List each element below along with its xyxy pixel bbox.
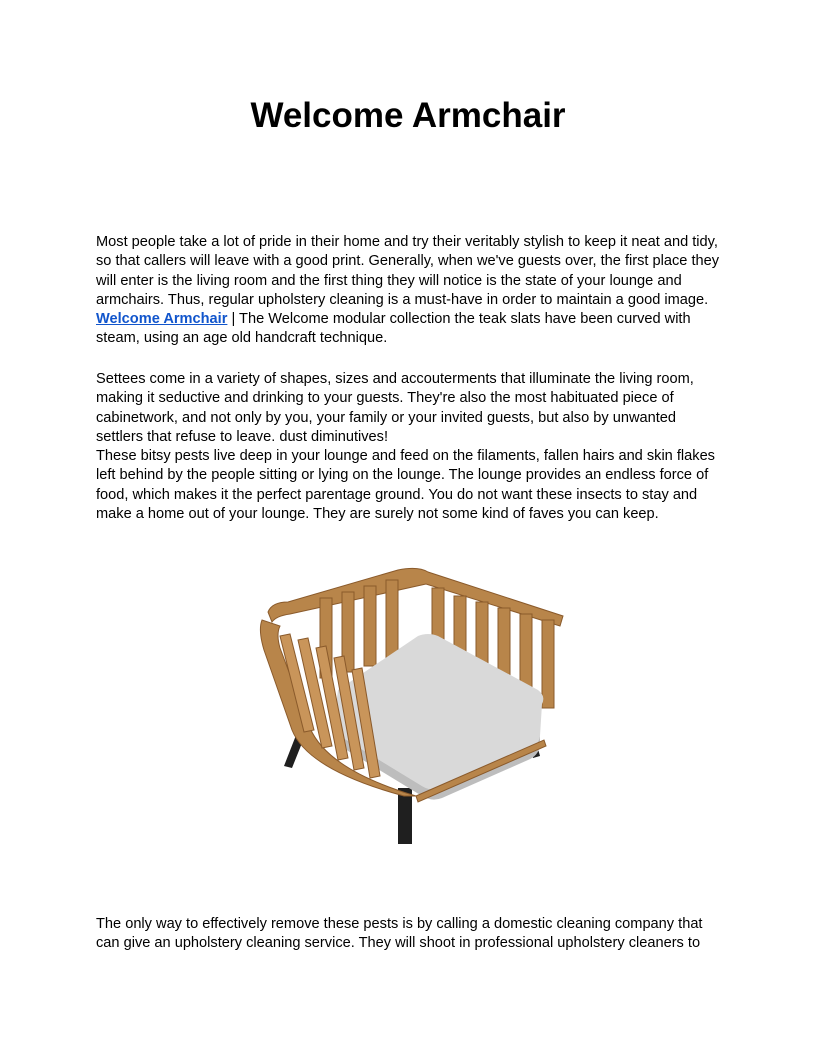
- intro-after-link-text: | The Welcome modular collection the teak slats have been curved with steam, using an age old handcraft technique.: [96, 311, 691, 347]
- welcome-armchair-link[interactable]: Welcome Armchair: [96, 311, 228, 328]
- settees-text: Settees come in a variety of shapes, sizes and accouterments that illuminate the living room, making it seductive and drinking to your guests. They're also the most habituated piece of cabinetwork, and not only by you, your family or your invited guests, but also by unwanted settlers that refuse to leave. dust diminutives!: [96, 371, 694, 445]
- paragraph-intro: [96, 233, 726, 349]
- paragraph-cleaning: [96, 915, 726, 954]
- cleaning-text: The only way to effectively remove these pests is by calling a domestic cleaning company that can give an upholstery cleaning service. They will shoot in professional upholstery cleaners to: [96, 916, 703, 952]
- paragraph-settees: [96, 370, 726, 524]
- page-title: Welcome Armchair: [250, 96, 566, 135]
- intro-text: Most people take a lot of pride in their home and try their veritably stylish to keep it neat and tidy, so that callers will leave with a good print. Generally, when we've guests over, the first place they will enter is the living room and the first thing they will notice is the state of your lounge and armchairs. Thus, regular upholstery cleaning is a must-have in order to maintain a good image.: [96, 234, 720, 308]
- armchair-illustration: [228, 540, 588, 900]
- armchair-image: [228, 540, 588, 900]
- pests-text: These bitsy pests live deep in your lounge and feed on the filaments, fallen hairs and skin flakes left behind by the people sitting or lying on the lounge. The lounge provides an endless force of food, which makes it the perfect parentage ground. You do not want these insects to stay and make a home out of your lounge. They are surely not some kind of faves you can keep.: [96, 448, 715, 523]
- chair-top-rail: [268, 568, 563, 626]
